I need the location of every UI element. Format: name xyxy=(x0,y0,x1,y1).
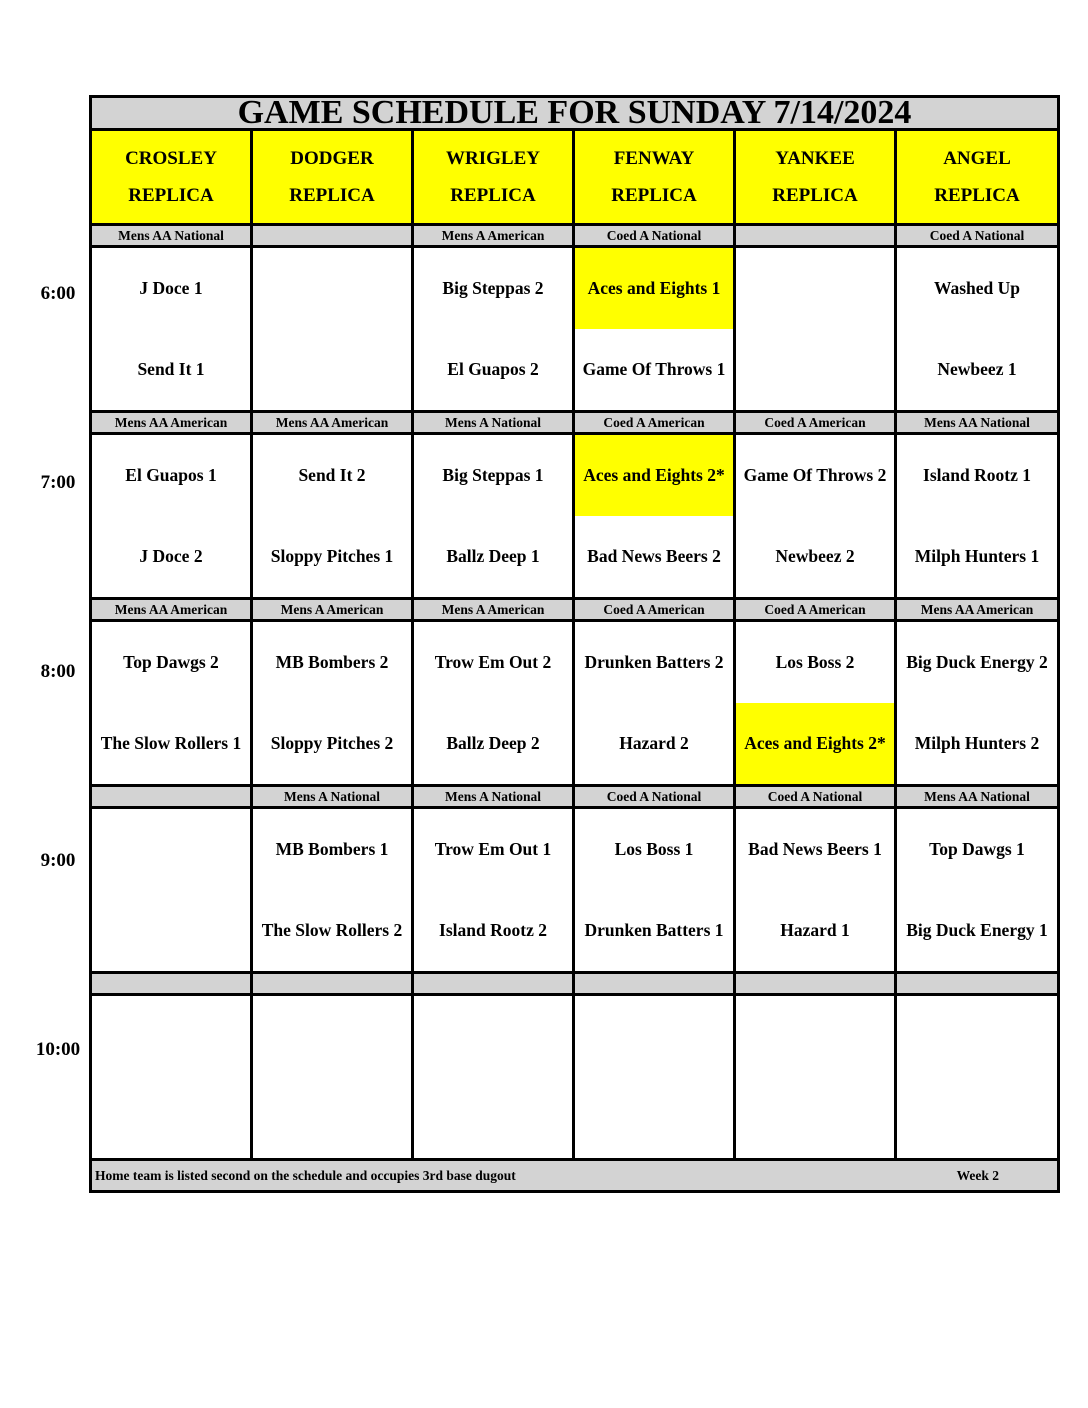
second-team-name: Ballz Deep 2 xyxy=(446,733,540,753)
division-label xyxy=(896,973,1059,995)
week-label: Week 2 xyxy=(956,1167,999,1183)
first-team-name: J Doce 1 xyxy=(139,278,203,298)
game-cell xyxy=(735,808,896,973)
game-cell xyxy=(574,247,735,412)
park-header: YANKEE REPLICA xyxy=(735,130,896,225)
game-cell xyxy=(735,247,896,412)
game-cell xyxy=(574,995,735,1160)
time-label: 9:00 xyxy=(40,850,76,871)
first-team-name xyxy=(736,248,894,329)
division-label xyxy=(91,786,252,808)
first-team-name xyxy=(414,996,572,1077)
game-cell xyxy=(896,247,1059,412)
first-team-name xyxy=(253,996,411,1077)
division-label: Mens A National xyxy=(413,786,574,808)
division-label xyxy=(252,973,413,995)
first-team-name: Big Steppas 1 xyxy=(442,465,544,485)
second-team-name: Newbeez 1 xyxy=(937,359,1017,379)
second-team-name xyxy=(253,1077,411,1158)
game-cell xyxy=(252,434,413,599)
second-team-name: Bad News Beers 2 xyxy=(587,546,721,566)
first-team-name: El Guapos 1 xyxy=(125,465,217,485)
game-cell xyxy=(252,247,413,412)
game-cell xyxy=(413,434,574,599)
park-header: CROSLEY REPLICA xyxy=(91,130,252,225)
division-label: Coed A National xyxy=(735,786,896,808)
time-label: 6:00 xyxy=(40,283,76,304)
game-cell xyxy=(735,995,896,1160)
division-label: Coed A National xyxy=(896,225,1059,247)
second-team-name: El Guapos 2 xyxy=(447,359,539,379)
first-team-name: Island Rootz 1 xyxy=(923,465,1031,485)
park-header: ANGEL REPLICA xyxy=(896,130,1059,225)
division-label xyxy=(735,973,896,995)
division-label: Coed A American xyxy=(574,412,735,434)
division-label xyxy=(735,225,896,247)
division-label: Mens A National xyxy=(413,412,574,434)
first-team-name: Top Dawgs 2 xyxy=(123,652,219,672)
first-team-name xyxy=(575,996,733,1077)
game-cell xyxy=(896,434,1059,599)
game-cell xyxy=(91,995,252,1160)
first-team-name: MB Bombers 2 xyxy=(275,652,389,672)
game-row xyxy=(91,808,1059,973)
first-team-name: Big Duck Energy 2 xyxy=(906,652,1048,672)
second-team-name: Big Duck Energy 1 xyxy=(906,920,1048,940)
first-team-name xyxy=(897,996,1057,1077)
second-team-name: Hazard 1 xyxy=(780,920,850,940)
game-cell xyxy=(735,434,896,599)
division-label: Mens AA American xyxy=(91,412,252,434)
second-team-name xyxy=(253,329,411,410)
first-team-name xyxy=(92,809,250,890)
division-row xyxy=(91,973,1059,995)
division-label: Mens AA National xyxy=(896,412,1059,434)
second-team-name xyxy=(414,1077,572,1158)
park-header: DODGER REPLICA xyxy=(252,130,413,225)
game-row xyxy=(91,247,1059,412)
first-team-name: Bad News Beers 1 xyxy=(748,839,882,859)
second-team-name: Ballz Deep 1 xyxy=(446,546,540,566)
first-team-name xyxy=(253,248,411,329)
game-cell xyxy=(896,995,1059,1160)
game-cell xyxy=(91,808,252,973)
second-team-name: The Slow Rollers 1 xyxy=(100,733,242,753)
second-team-name: Sloppy Pitches 1 xyxy=(270,546,394,566)
game-cell xyxy=(252,995,413,1160)
time-label: 8:00 xyxy=(40,661,76,682)
first-team-name: Washed Up xyxy=(933,278,1021,298)
division-label xyxy=(91,973,252,995)
division-label: Mens A American xyxy=(252,599,413,621)
first-team-name: Big Steppas 2 xyxy=(442,278,544,298)
first-team-name: Trow Em Out 1 xyxy=(434,839,552,859)
first-team-name: Trow Em Out 2 xyxy=(434,652,552,672)
first-team-name: Send It 2 xyxy=(298,465,366,485)
division-label: Mens AA American xyxy=(252,412,413,434)
first-team-name xyxy=(92,996,250,1077)
game-cell xyxy=(413,621,574,786)
division-label: Mens AA American xyxy=(896,599,1059,621)
first-team-name: Game Of Throws 2 xyxy=(743,465,887,485)
division-label: Coed A American xyxy=(735,412,896,434)
division-label: Mens AA National xyxy=(896,786,1059,808)
second-team-name xyxy=(897,1077,1057,1158)
time-label: 7:00 xyxy=(40,472,76,493)
second-team-name xyxy=(92,890,250,971)
game-row xyxy=(91,621,1059,786)
schedule-title: GAME SCHEDULE FOR SUNDAY 7/14/2024 xyxy=(91,97,1059,130)
division-label: Coed A American xyxy=(574,599,735,621)
second-team-name: Drunken Batters 1 xyxy=(584,920,724,940)
division-label xyxy=(252,225,413,247)
second-team-name: Sloppy Pitches 2 xyxy=(270,733,394,753)
game-cell xyxy=(574,621,735,786)
division-label: Coed A National xyxy=(574,786,735,808)
division-label: Mens AA National xyxy=(91,225,252,247)
second-team-name: Aces and Eights 2* xyxy=(736,703,894,784)
park-header: WRIGLEY REPLICA xyxy=(413,130,574,225)
second-team-name xyxy=(736,1077,894,1158)
division-row xyxy=(91,412,1059,434)
second-team-name: Game Of Throws 1 xyxy=(582,359,726,379)
park-header-row xyxy=(91,130,1059,225)
division-label: Mens A American xyxy=(413,225,574,247)
first-team-name: Los Boss 2 xyxy=(775,652,855,672)
division-label: Mens A National xyxy=(252,786,413,808)
division-label xyxy=(413,973,574,995)
game-cell xyxy=(252,621,413,786)
second-team-name: Milph Hunters 2 xyxy=(914,733,1040,753)
division-label: Mens A American xyxy=(413,599,574,621)
second-team-name: Milph Hunters 1 xyxy=(914,546,1040,566)
division-label: Mens AA American xyxy=(91,599,252,621)
first-team-name: Drunken Batters 2 xyxy=(584,652,724,672)
game-cell xyxy=(91,621,252,786)
division-label: Coed A National xyxy=(574,225,735,247)
game-cell xyxy=(91,434,252,599)
division-label xyxy=(574,973,735,995)
second-team-name xyxy=(736,329,894,410)
first-team-name xyxy=(736,996,894,1077)
first-team-name: Top Dawgs 1 xyxy=(929,839,1025,859)
game-cell xyxy=(896,621,1059,786)
division-row xyxy=(91,599,1059,621)
division-label: Coed A American xyxy=(735,599,896,621)
first-team-name: Aces and Eights 2* xyxy=(575,435,733,516)
time-label: 10:00 xyxy=(35,1039,81,1060)
game-cell xyxy=(574,434,735,599)
game-cell xyxy=(413,247,574,412)
home-team-note: Home team is listed second on the schedule and occupies 3rd base dugout xyxy=(95,1167,516,1183)
game-cell xyxy=(91,247,252,412)
division-row xyxy=(91,786,1059,808)
second-team-name: The Slow Rollers 2 xyxy=(261,920,403,940)
game-cell xyxy=(896,808,1059,973)
first-team-name: Los Boss 1 xyxy=(614,839,694,859)
game-row xyxy=(91,995,1059,1160)
second-team-name: Send It 1 xyxy=(137,359,205,379)
game-cell xyxy=(413,995,574,1160)
second-team-name: Hazard 2 xyxy=(619,733,689,753)
game-cell xyxy=(252,808,413,973)
park-header: FENWAY REPLICA xyxy=(574,130,735,225)
division-row xyxy=(91,225,1059,247)
first-team-name: MB Bombers 1 xyxy=(275,839,389,859)
game-row xyxy=(91,434,1059,599)
game-cell xyxy=(735,621,896,786)
second-team-name: Island Rootz 2 xyxy=(439,920,547,940)
schedule-footer xyxy=(91,1160,1059,1192)
second-team-name: J Doce 2 xyxy=(139,546,203,566)
game-cell xyxy=(413,808,574,973)
schedule-table xyxy=(89,95,1060,1193)
second-team-name: Newbeez 2 xyxy=(775,546,855,566)
second-team-name xyxy=(575,1077,733,1158)
second-team-name xyxy=(92,1077,250,1158)
game-cell xyxy=(574,808,735,973)
first-team-name: Aces and Eights 1 xyxy=(575,248,733,329)
